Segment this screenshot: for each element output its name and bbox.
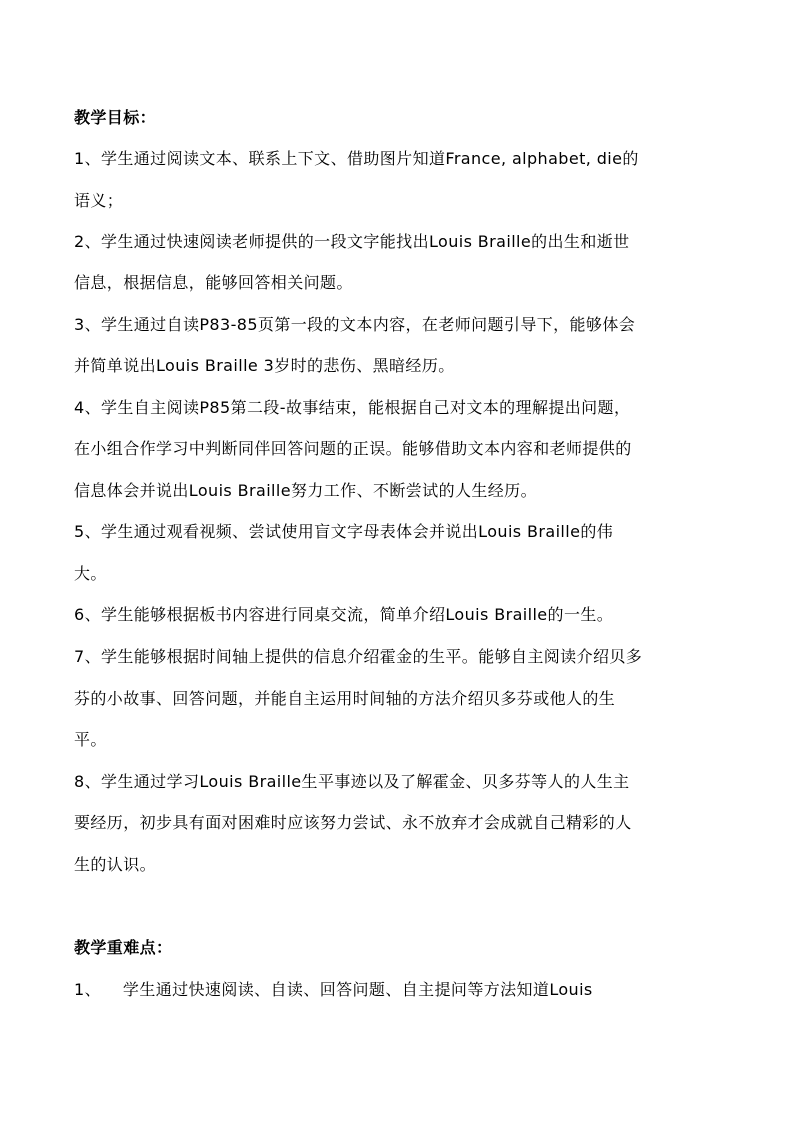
objective-line: 芬的小故事、回答问题，并能自主运用时间轴的方法介绍贝多芬或他人的生 — [74, 689, 616, 708]
objective-line: 生的认识。 — [74, 855, 157, 874]
objective-line: 平。 — [74, 730, 107, 749]
objective-line: 在小组合作学习中判断同伴回答问题的正误。能够借助文本内容和老师提供的 — [74, 439, 632, 458]
objective-line: 1、学生通过阅读文本、联系上下文、借助图片知道France, alphabet, die的 — [74, 149, 639, 168]
objective-line: 5、学生通过观看视频、尝试使用盲文字母表体会并说出Louis Braille的伟 — [74, 522, 614, 541]
objective-line: 3、学生通过自读P83-85页第一段的文本内容，在老师问题引导下，能够体会 — [74, 315, 636, 334]
objective-line: 大。 — [74, 564, 107, 583]
objective-line: 信息，根据信息，能够回答相关问题。 — [74, 273, 353, 292]
key-point-line: 1、 学生通过快速阅读、自读、回答问题、自主提问等方法知道Louis — [74, 980, 593, 999]
section-heading-objectives: 教学目标： — [74, 108, 157, 127]
objective-line: 信息体会并说出Louis Braille努力工作、不断尝试的人生经历。 — [74, 481, 537, 500]
objective-line: 8、学生通过学习Louis Braille生平事迹以及了解霍金、贝多芬等人的人生主 — [74, 772, 630, 791]
objective-line: 2、学生通过快速阅读老师提供的一段文字能找出Louis Braille的出生和逝世 — [74, 232, 630, 251]
objective-line: 4、学生自主阅读P85第二段-故事结束，能根据自己对文本的理解提出问题， — [74, 398, 631, 417]
objective-line: 并简单说出Louis Braille 3岁时的悲伤、黑暗经历。 — [74, 356, 455, 375]
section-heading-key-points: 教学重难点： — [74, 938, 173, 957]
objective-line: 6、学生能够根据板书内容进行同桌交流，简单介绍Louis Braille的一生。 — [74, 605, 614, 624]
objective-line: 7、学生能够根据时间轴上提供的信息介绍霍金的生平。能够自主阅读介绍贝多 — [74, 647, 643, 666]
objective-line: 要经历，初步具有面对困难时应该努力尝试、永不放弃才会成就自己精彩的人 — [74, 813, 632, 832]
objective-line: 语义； — [74, 191, 124, 210]
